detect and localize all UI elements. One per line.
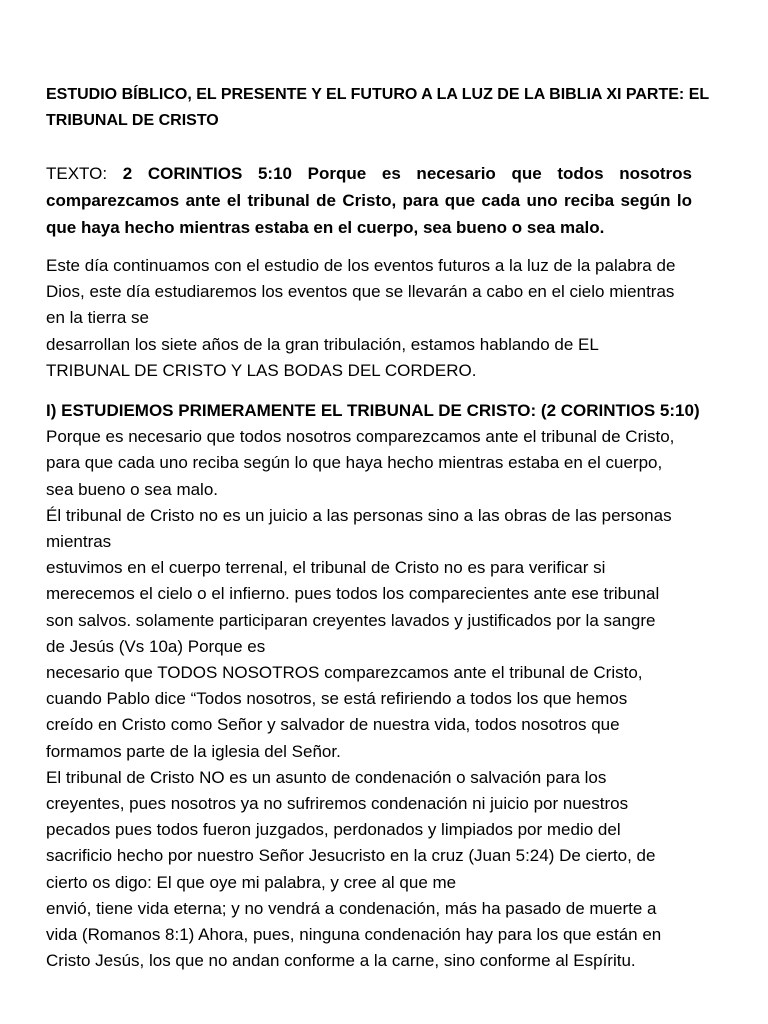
body-line: son salvos. solamente participaran creyentes lavados y justificados por la sangre <box>46 610 656 630</box>
body-line: vida (Romanos 8:1) Ahora, pues, ninguna condenación hay para los que están en <box>46 925 662 945</box>
intro-paragraph <box>46 253 726 384</box>
intro-line: Este día continuamos con el estudio de los eventos futuros a la luz de la palabra de <box>46 256 676 275</box>
intro-line: desarrollan los siete años de la gran tribulación, estamos hablando de EL <box>46 334 599 354</box>
intro-line: en la tierra se <box>46 308 149 328</box>
body-line: El tribunal de Cristo NO es un asunto de condenación o salvación para los <box>46 767 607 787</box>
body-line: Porque es necesario que todos nosotros comparezcamos ante el tribunal de Cristo, <box>46 427 675 447</box>
body-line: merecemos el cielo o el infierno. pues todos los comparecientes ante ese tribunal <box>46 584 660 604</box>
body-line: sea bueno o sea malo. <box>46 479 219 499</box>
section-1 <box>46 398 726 974</box>
body-line: para que cada uno reciba según lo que haya hecho mientras estaba en el cuerpo, <box>46 453 663 473</box>
body-line: Él tribunal de Cristo no es un juicio a las personas sino a las obras de las personas <box>46 505 672 525</box>
body-line: cierto os digo: El que oye mi palabra, y cree al que me <box>46 872 457 892</box>
body-line: creído en Cristo como Señor y salvador de nuestra vida, todos nosotros que <box>46 715 620 735</box>
body-line: estuvimos en el cuerpo terrenal, el tribunal de Cristo no es para verificar si <box>46 558 606 578</box>
body-line: Cristo Jesús, los que no andan conforme a la carne, sino conforme al Espíritu. <box>46 951 636 971</box>
texto-label: TEXTO: <box>46 164 123 183</box>
body-line: envió, tiene vida eterna; y no vendrá a condenación, más ha pasado de muerte a <box>46 898 657 918</box>
body-line: necesario que TODOS NOSOTROS comparezcamos ante el tribunal de Cristo, <box>46 663 643 683</box>
body-line: mientras <box>46 532 112 552</box>
body-line: pecados pues todos fueron juzgados, perdonados y limpiados por medio del <box>46 820 621 840</box>
body-line: sacrificio hecho por nuestro Señor Jesucristo en la cruz (Juan 5:24) De cierto, de <box>46 846 656 866</box>
intro-line: Dios, este día estudiaremos los eventos que se llevarán a cabo en el cielo mientras <box>46 282 675 302</box>
body-line: cuando Pablo dice “Todos nosotros, se está refiriendo a todos los que hemos <box>46 689 628 709</box>
body-line: creyentes, pues nosotros ya no sufriremos condenación ni juicio por nuestros <box>46 794 629 814</box>
intro-line: TRIBUNAL DE CRISTO Y LAS BODAS DEL CORDERO. <box>46 360 477 380</box>
document-title: ESTUDIO BÍBLICO, EL PRESENTE Y EL FUTURO A LA LUZ DE LA BIBLIA XI PARTE: EL TRIBUNAL DE CRISTO <box>46 86 709 129</box>
key-verse-paragraph <box>46 160 692 241</box>
body-line: formamos parte de la iglesia del Señor. <box>46 741 341 761</box>
key-verse: 2 CORINTIOS 5:10 Porque es necesario que todos nosotros comparezcamos ante el tribunal de Cristo, para que cada uno reciba según lo que haya hecho mientras estaba en el cuerpo, sea bueno o sea malo. <box>46 164 692 237</box>
body-line: de Jesús (Vs 10a) Porque es <box>46 636 266 656</box>
section-heading: I) ESTUDIEMOS PRIMERAMENTE EL TRIBUNAL DE CRISTO: (2 CORINTIOS 5:10) <box>46 401 700 420</box>
